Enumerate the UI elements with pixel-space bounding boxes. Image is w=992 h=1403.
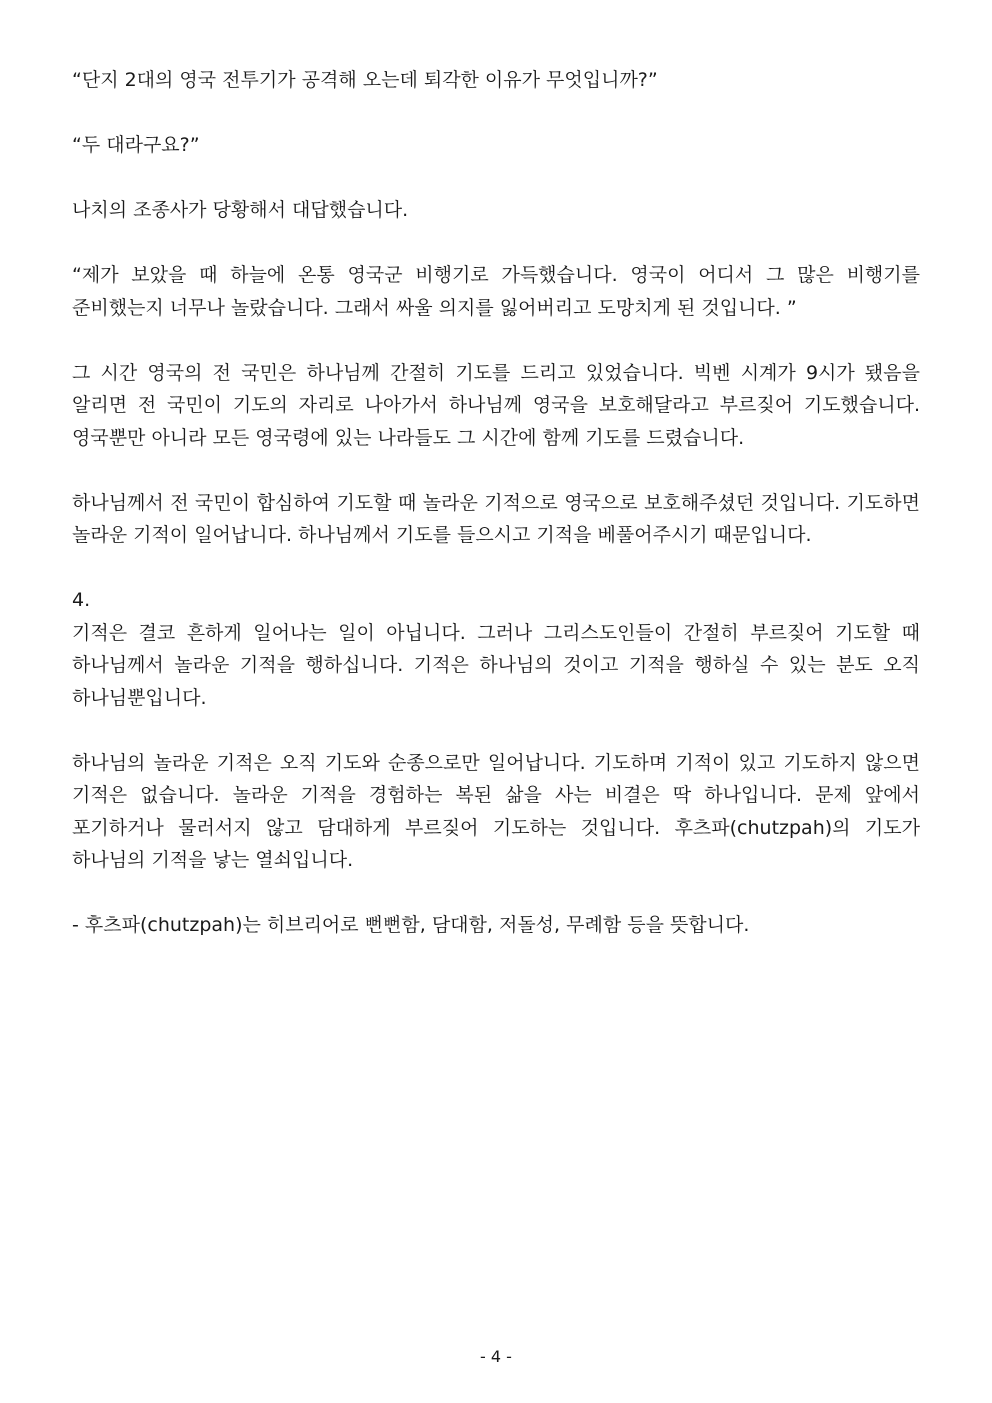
- paragraph-chutzpah-note: - 후츠파(chutzpah)는 히브리어로 뻔뻔함, 담대함, 저돌성, 무례함 등을 뜻합니다.: [72, 914, 750, 936]
- paragraph-miracle-protection: 하나님께서 전 국민이 합심하여 기도할 때 놀라운 기적으로 영국으로 보호해주셨던 것입니다. 기도하면 놀라운 기적이 일어납니다. 하나님께서 기도를 들으시고 기적을 베풀어주시기 때문입니다.: [72, 491, 920, 546]
- paragraph-pilot-answer: 나치의 조종사가 당황해서 대답했습니다.: [72, 199, 409, 221]
- paragraph-pilot-quote: “제가 보았을 때 하늘에 온통 영국군 비행기로 가득했습니다. 영국이 어디서 그 많은 비행기를 준비했는지 너무나 놀랐습니다. 그래서 싸울 의지를 잃어버리고 도망치게 된 것입니다. ”: [72, 264, 920, 319]
- document-body: [72, 64, 920, 942]
- paragraph-prayer-obedience: 하나님의 놀라운 기적은 오직 기도와 순종으로만 일어납니다. 기도하며 기적이 있고 기도하지 않으면 기적은 없습니다. 놀라운 기적을 경험하는 복된 삶을 사는 비결은 딱 하나입니다. 문제 앞에서 포기하거나 물러서지 않고 담대하게 부르짖어 기도하는 것입니다. 후츠파(chutzpah)의 기도가 하나님의 기적을 낳는 열쇠입니다.: [72, 751, 920, 871]
- section-number: 4.: [72, 589, 91, 611]
- paragraph-quote-reply: “두 대라구요?”: [72, 134, 200, 156]
- paragraph-miracle-rare: 기적은 결코 흔하게 일어나는 일이 아닙니다. 그러나 그리스도인들이 간절히 부르짖어 기도할 때 하나님께서 놀라운 기적을 행하십니다. 기적은 하나님의 것이고 기적을 행하실 수 있는 분도 오직 하나님뿐입니다.: [72, 621, 920, 709]
- paragraph-quote-question: “단지 2대의 영국 전투기가 공격해 오는데 퇴각한 이유가 무엇입니까?”: [72, 69, 658, 91]
- paragraph-prayer-england: 그 시간 영국의 전 국민은 하나님께 간절히 기도를 드리고 있었습니다. 빅벤 시계가 9시가 됐음을 알리면 전 국민이 기도의 자리로 나아가서 하나님께 영국을 보호해달라고 부르짖어 기도했습니다. 영국뿐만 아니라 모든 영국령에 있는 나라들도 그 시간에 함께 기도를 드렸습니다.: [72, 361, 920, 449]
- page-number: - 4 -: [480, 1347, 512, 1366]
